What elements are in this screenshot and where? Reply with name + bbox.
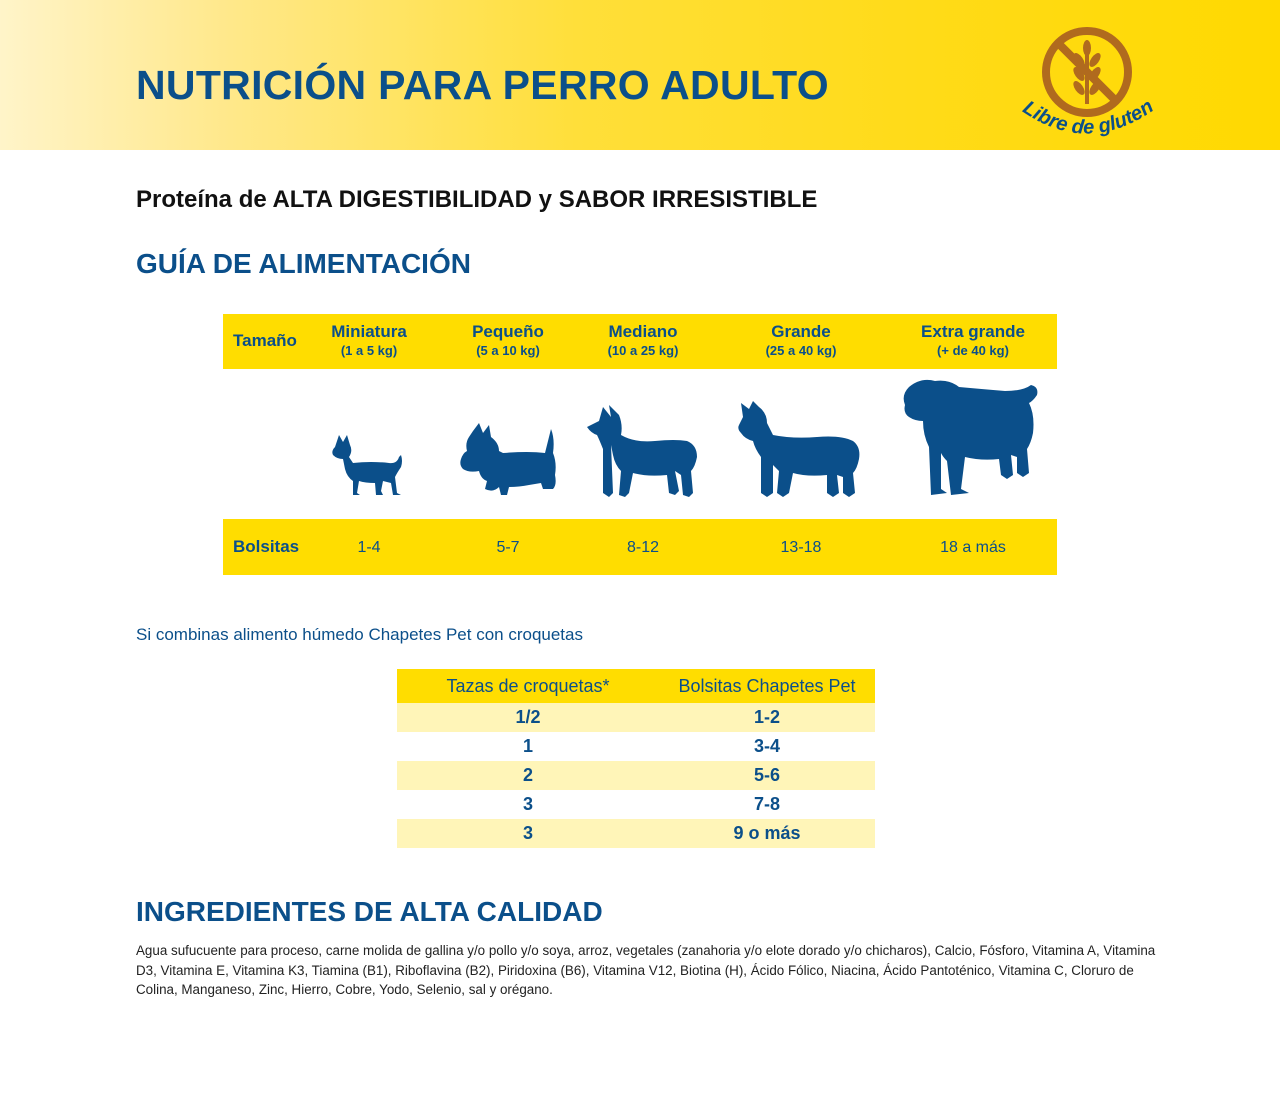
size-name: Grande xyxy=(771,322,831,341)
ingredients-text: Agua sufucuente para proceso, carne molida de gallina y/o pollo y/o soya, arroz, vegetales (zanahoria y/o elote dorado y/o chicharos), Calcio, Fósforo, Vitamina A, Vitamina D3, Vitamina E, Vitamina K3, Tiamina (B1), Riboflavina (B2), Piridoxina (B6), Vitamina V12, Biotina (H), Ácido Fólico, Niacina, Ácido Pantoténico, Vitamina C, Cloruro de Colina, Manganeso, Zinc, Hierro, Cobre, Yodo, Selenio, sal y orégano. xyxy=(136,943,1156,997)
table-cell: 1/2 xyxy=(515,707,541,727)
table-row xyxy=(397,761,875,790)
dog-pequeno-icon xyxy=(459,423,561,499)
subtitle: Proteína de ALTA DIGESTIBILIDAD y SABOR IRRESISTIBLE xyxy=(136,186,818,213)
table-cell: 1 xyxy=(522,736,533,756)
table-cell: 1-2 xyxy=(753,707,780,727)
ingredients-title: INGREDIENTES DE ALTA CALIDAD xyxy=(136,896,603,927)
dog-silhouettes xyxy=(223,375,1057,505)
table-cell: 2 xyxy=(522,765,533,785)
table-cell: 9 o más xyxy=(733,823,801,843)
size-range: (1 a 5 kg) xyxy=(340,343,398,358)
size-name: Mediano xyxy=(608,322,678,341)
dog-grande-icon xyxy=(737,399,865,499)
table-row xyxy=(397,790,875,819)
size-label: Tamaño xyxy=(233,331,297,350)
bolsitas-value: 5-7 xyxy=(496,539,520,556)
wheat-crossed-icon xyxy=(1046,31,1128,113)
feeding-size-row xyxy=(223,314,1057,369)
size-col-extra-grande xyxy=(898,322,1048,359)
table-cell: 3 xyxy=(522,823,533,843)
size-range: (25 a 40 kg) xyxy=(765,343,837,358)
size-col-mediano xyxy=(577,322,709,359)
size-name: Extra grande xyxy=(921,322,1025,341)
combination-note: Si combinas alimento húmedo Chapetes Pet con croquetas xyxy=(136,625,583,644)
header-banner xyxy=(0,0,1280,150)
dog-miniatura-icon xyxy=(331,433,407,499)
feeding-bolsitas-row xyxy=(223,519,1057,575)
bolsitas-value: 1-4 xyxy=(357,539,381,556)
gluten-free-badge xyxy=(995,14,1175,149)
size-range: (+ de 40 kg) xyxy=(937,343,1009,358)
table-cell: 3-4 xyxy=(753,736,780,756)
size-name: Miniatura xyxy=(331,322,407,341)
page-title: NUTRICIÓN PARA PERRO ADULTO xyxy=(136,62,829,108)
bolsitas-value: 18 a más xyxy=(940,539,1006,556)
size-range: (10 a 25 kg) xyxy=(607,343,679,358)
size-name: Pequeño xyxy=(472,322,544,341)
table-cell: 5-6 xyxy=(753,765,780,785)
dog-mediano-icon xyxy=(585,405,701,499)
badge-text: Libre de gluten xyxy=(1018,95,1158,139)
dog-extra-grande-icon xyxy=(901,377,1041,499)
table-row xyxy=(397,819,875,848)
column-header: Bolsitas Chapetes Pet xyxy=(678,675,856,696)
bolsitas-value: 8-12 xyxy=(626,539,660,556)
table-row xyxy=(397,703,875,732)
size-col-grande xyxy=(733,322,869,359)
bolsitas-value: 13-18 xyxy=(780,539,822,556)
size-col-miniatura xyxy=(303,322,435,359)
bolsitas-label: Bolsitas xyxy=(233,537,300,556)
table-cell: 7-8 xyxy=(753,794,780,814)
size-range: (5 a 10 kg) xyxy=(476,343,540,358)
table-cell: 3 xyxy=(522,794,533,814)
combination-table xyxy=(397,669,875,848)
feeding-guide-title: GUÍA DE ALIMENTACIÓN xyxy=(136,248,471,279)
column-header: Tazas de croquetas* xyxy=(446,675,610,696)
table-header-row xyxy=(397,669,875,703)
size-col-pequeno xyxy=(443,322,573,359)
table-row xyxy=(397,732,875,761)
